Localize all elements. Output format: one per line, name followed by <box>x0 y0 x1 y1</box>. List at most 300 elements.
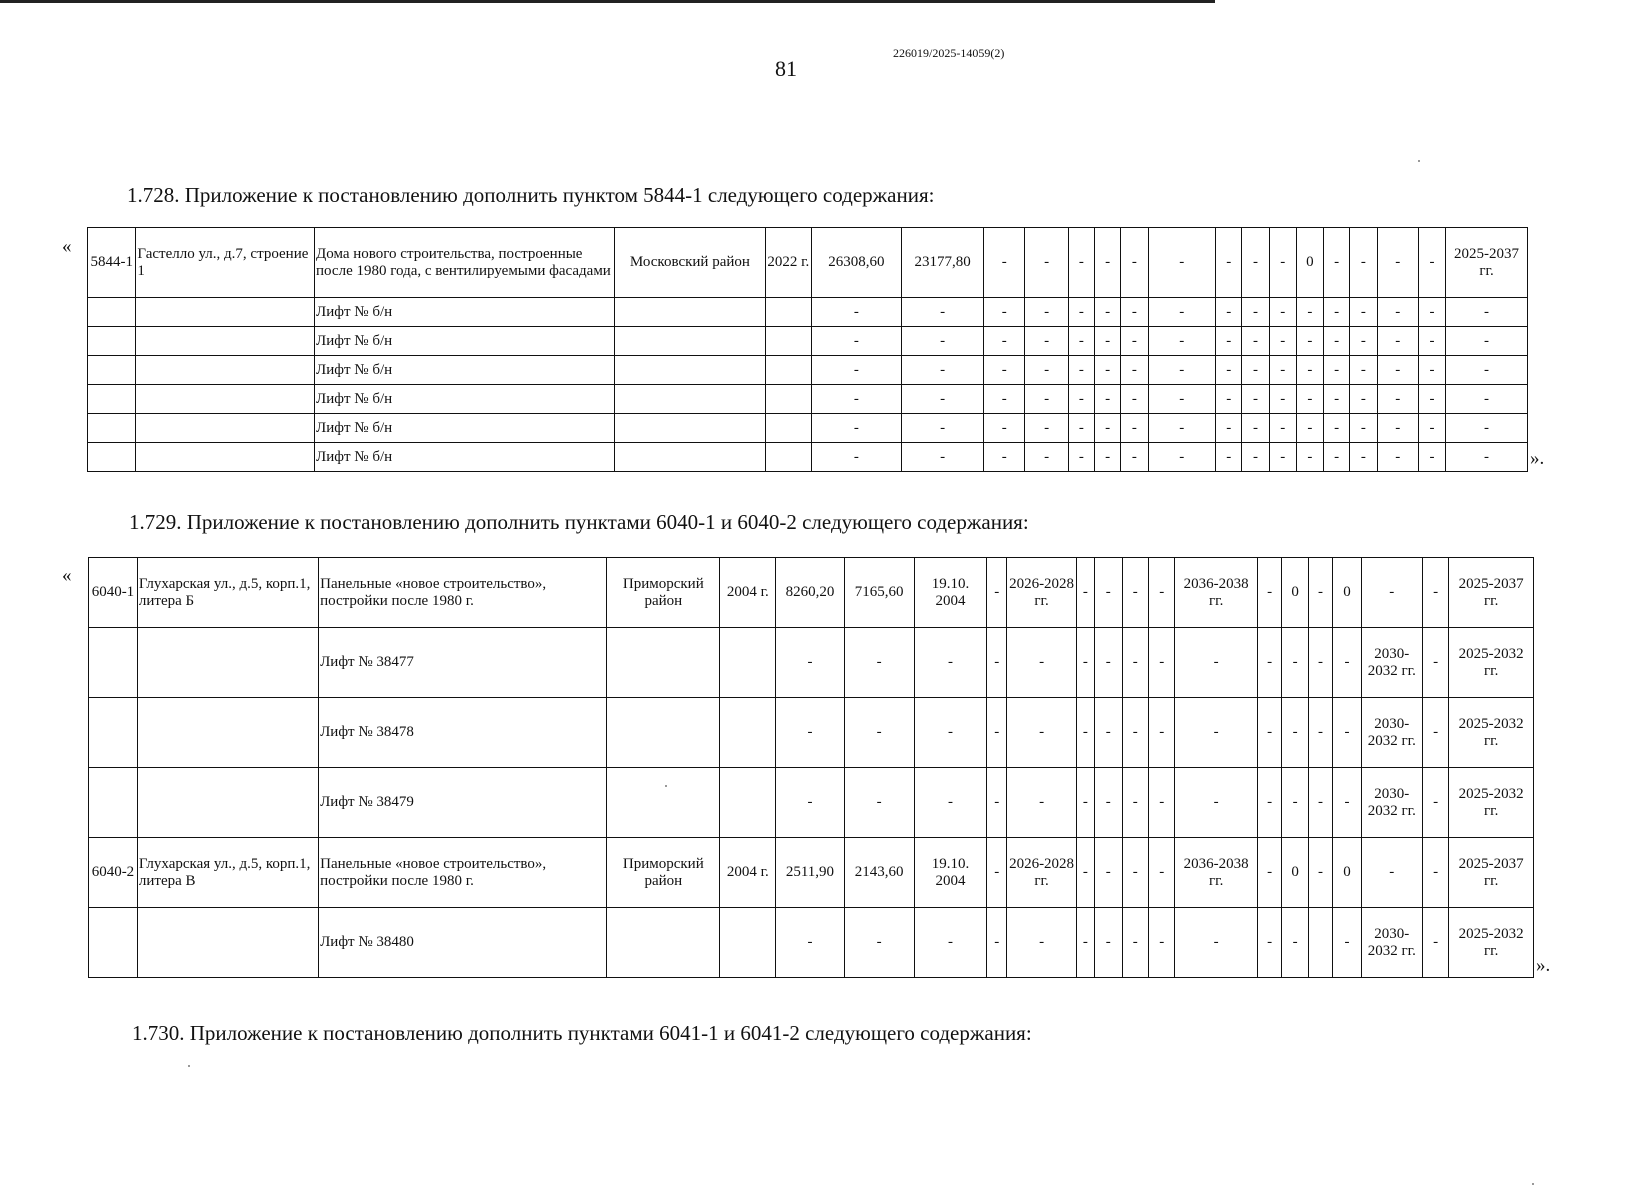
table-cell: - <box>984 228 1025 298</box>
table-cell: - <box>1361 838 1422 908</box>
table-cell: - <box>1095 443 1121 472</box>
table-cell: - <box>1242 385 1269 414</box>
table-cell: Панельные «новое строительство», постройки после 1980 г. <box>319 558 607 628</box>
table-cell <box>88 414 136 443</box>
table-cell: - <box>1007 768 1076 838</box>
table-cell: 2030-2032 гг. <box>1361 628 1422 698</box>
table-cell: - <box>1076 558 1094 628</box>
table-cell: - <box>1282 768 1308 838</box>
table-cell: 2030-2032 гг. <box>1361 698 1422 768</box>
table-cell: 2004 г. <box>720 838 776 908</box>
table-row-lift <box>89 628 1534 698</box>
table-row-lift <box>88 414 1528 443</box>
table-cell: Лифт № б/н <box>315 385 615 414</box>
table-cell: - <box>987 558 1007 628</box>
table-cell: - <box>1216 356 1242 385</box>
table-cell: Лифт № б/н <box>315 298 615 327</box>
table-cell <box>766 443 811 472</box>
table-cell: Приморский район <box>607 558 720 628</box>
table-cell: - <box>1282 908 1308 978</box>
table-cell: - <box>1269 414 1296 443</box>
table-cell: - <box>1068 414 1094 443</box>
table-cell: - <box>1121 385 1148 414</box>
table-cell: - <box>1308 698 1332 768</box>
table-cell <box>136 327 315 356</box>
table-cell: - <box>1377 327 1418 356</box>
table-cell: - <box>1446 443 1528 472</box>
table-cell <box>88 356 136 385</box>
table-cell: - <box>1324 356 1350 385</box>
table-cell: 19.10. 2004 <box>914 838 986 908</box>
table-cell <box>614 327 765 356</box>
table-cell: - <box>984 327 1025 356</box>
table-cell: - <box>1296 414 1323 443</box>
table-cell: - <box>1418 356 1445 385</box>
table-cell: 2025-2032 гг. <box>1449 768 1534 838</box>
table-cell: 2025-2037 гг. <box>1449 558 1534 628</box>
table-cell: - <box>1025 385 1068 414</box>
scan-speck <box>1532 1183 1534 1185</box>
table-cell: - <box>1282 698 1308 768</box>
table-cell: - <box>844 768 914 838</box>
table-cell: Московский район <box>614 228 765 298</box>
table-cell: - <box>1269 298 1296 327</box>
table-cell: - <box>1324 385 1350 414</box>
table-cell: Гастелло ул., д.7, строение 1 <box>136 228 315 298</box>
table-row-lift <box>89 768 1534 838</box>
table-cell <box>88 385 136 414</box>
table-cell: - <box>1350 298 1377 327</box>
table-cell: - <box>987 768 1007 838</box>
table-cell: - <box>1242 414 1269 443</box>
table-cell: - <box>984 356 1025 385</box>
table-cell: Лифт № б/н <box>315 356 615 385</box>
table-cell: - <box>984 298 1025 327</box>
table-cell: - <box>902 414 984 443</box>
table-cell <box>720 698 776 768</box>
table-cell: - <box>1095 228 1121 298</box>
table-cell: - <box>1377 356 1418 385</box>
table-cell: - <box>1418 228 1445 298</box>
table-cell: - <box>987 908 1007 978</box>
table-row-main <box>88 228 1528 298</box>
table-cell: - <box>776 908 844 978</box>
table-cell: - <box>1095 698 1122 768</box>
table-cell: - <box>1418 443 1445 472</box>
table-cell: - <box>1333 908 1362 978</box>
table-cell: - <box>1296 356 1323 385</box>
table-cell: - <box>1377 414 1418 443</box>
table-cell: 2511,90 <box>776 838 844 908</box>
table-row-lift <box>88 298 1528 327</box>
table-cell <box>766 298 811 327</box>
table-cell: - <box>902 327 984 356</box>
table-cell: 6040-2 <box>89 838 138 908</box>
table-cell: - <box>1446 356 1528 385</box>
table-cell: - <box>1122 558 1148 628</box>
table-cell: - <box>1377 298 1418 327</box>
table-cell: - <box>1216 298 1242 327</box>
table-cell: - <box>1025 414 1068 443</box>
table-cell: - <box>914 768 986 838</box>
table-cell: 0 <box>1333 838 1362 908</box>
table-cell: - <box>1148 558 1174 628</box>
table-cell: 2026-2028 гг. <box>1007 838 1076 908</box>
section-heading-1729: 1.729. Приложение к постановлению дополнить пунктами 6040-1 и 6040-2 следующего содержания: <box>129 510 1029 534</box>
table-cell: - <box>1025 443 1068 472</box>
table-cell: 19.10. 2004 <box>914 558 986 628</box>
table-cell: 0 <box>1296 228 1323 298</box>
table-cell: - <box>1148 698 1174 768</box>
table-1728 <box>87 227 1528 472</box>
table-cell: - <box>1122 628 1148 698</box>
page-number: 81 <box>775 56 797 81</box>
table-cell: 2025-2032 гг. <box>1449 908 1534 978</box>
table-cell: - <box>1216 385 1242 414</box>
table-cell: - <box>776 628 844 698</box>
table-cell: - <box>776 768 844 838</box>
table-cell: 2143,60 <box>844 838 914 908</box>
table-cell: - <box>1422 768 1448 838</box>
table-cell: - <box>1076 768 1094 838</box>
table-cell: - <box>1350 356 1377 385</box>
table-cell: - <box>1350 385 1377 414</box>
table-cell: - <box>1175 768 1257 838</box>
table-cell <box>89 698 138 768</box>
table-cell: - <box>1216 228 1242 298</box>
table-cell <box>614 298 765 327</box>
table-cell: - <box>1095 628 1122 698</box>
table-cell: - <box>1025 298 1068 327</box>
table-cell <box>137 628 318 698</box>
table-cell: Лифт № 38479 <box>319 768 607 838</box>
table-cell: - <box>1121 414 1148 443</box>
table-cell: - <box>1095 768 1122 838</box>
table-cell: - <box>902 443 984 472</box>
table-cell: - <box>1296 298 1323 327</box>
table-row-lift <box>89 908 1534 978</box>
table-cell: - <box>1308 768 1332 838</box>
table-cell <box>614 443 765 472</box>
table-cell: - <box>1377 385 1418 414</box>
table-cell: - <box>902 385 984 414</box>
table-cell: - <box>1418 414 1445 443</box>
table-cell: 8260,20 <box>776 558 844 628</box>
table-cell <box>607 908 720 978</box>
table-cell <box>766 356 811 385</box>
table-cell: - <box>1148 228 1216 298</box>
table-cell: - <box>1446 414 1528 443</box>
table-cell: - <box>811 356 902 385</box>
table-cell: - <box>1148 838 1174 908</box>
table-cell: - <box>811 327 902 356</box>
table-cell: - <box>1068 443 1094 472</box>
table-cell: - <box>1350 443 1377 472</box>
table-cell: - <box>1076 698 1094 768</box>
table-cell: Лифт № 38480 <box>319 908 607 978</box>
table-cell: - <box>844 908 914 978</box>
table-cell: - <box>1175 698 1257 768</box>
table-cell: 7165,60 <box>844 558 914 628</box>
table-cell: - <box>1257 908 1281 978</box>
table-cell: - <box>1324 228 1350 298</box>
table-cell <box>720 768 776 838</box>
table-cell: 2036-2038 гг. <box>1175 558 1257 628</box>
table-cell: - <box>1282 628 1308 698</box>
table-cell: - <box>1076 628 1094 698</box>
table-cell <box>89 908 138 978</box>
section-heading-1730: 1.730. Приложение к постановлению дополнить пунктами 6041-1 и 6041-2 следующего содержания: <box>132 1021 1032 1045</box>
table-cell: - <box>1095 908 1122 978</box>
table-cell <box>607 768 720 838</box>
table-cell: - <box>902 356 984 385</box>
table-cell: - <box>1242 443 1269 472</box>
table-cell: - <box>984 385 1025 414</box>
table-cell: Приморский район <box>607 838 720 908</box>
table-cell: - <box>1418 385 1445 414</box>
table-cell: - <box>1148 298 1216 327</box>
open-quote-1729: « <box>62 565 72 586</box>
table-cell: 2025-2032 гг. <box>1449 628 1534 698</box>
table-cell: Лифт № б/н <box>315 443 615 472</box>
table-cell <box>614 385 765 414</box>
table-cell: 2036-2038 гг. <box>1175 838 1257 908</box>
table-cell: - <box>1025 228 1068 298</box>
table-cell: Глухарская ул., д.5, корп.1, литера В <box>137 838 318 908</box>
table-cell <box>88 443 136 472</box>
table-cell <box>614 414 765 443</box>
table-cell <box>136 414 315 443</box>
table-row-lift <box>88 443 1528 472</box>
table-cell <box>766 385 811 414</box>
table-cell: - <box>811 414 902 443</box>
table-cell: - <box>1422 838 1448 908</box>
table-cell: - <box>1333 768 1362 838</box>
table-cell: - <box>1121 356 1148 385</box>
table-cell: - <box>1257 838 1281 908</box>
table-row-lift <box>88 385 1528 414</box>
table-cell: - <box>1257 698 1281 768</box>
table-cell: 0 <box>1333 558 1362 628</box>
table-cell: 2025-2032 гг. <box>1449 698 1534 768</box>
scan-speck <box>665 785 667 787</box>
table-row-lift <box>89 698 1534 768</box>
table-cell <box>89 628 138 698</box>
table-cell: - <box>1418 298 1445 327</box>
table-cell: - <box>1333 698 1362 768</box>
table-cell: - <box>1216 414 1242 443</box>
table-cell: - <box>1308 628 1332 698</box>
table-cell: - <box>1446 385 1528 414</box>
table-cell: - <box>1148 356 1216 385</box>
table-cell <box>720 908 776 978</box>
table-row-main <box>89 558 1534 628</box>
table-cell: 2025-2037 гг. <box>1449 838 1534 908</box>
table-cell: - <box>914 628 986 698</box>
table-cell: - <box>1068 385 1094 414</box>
table-cell: - <box>1148 385 1216 414</box>
table-cell: - <box>1068 298 1094 327</box>
table-cell: 2030-2032 гг. <box>1361 768 1422 838</box>
table-cell: - <box>1446 327 1528 356</box>
table-cell: - <box>1308 558 1332 628</box>
table-cell: - <box>1242 327 1269 356</box>
table-cell: - <box>1095 298 1121 327</box>
table-cell <box>766 327 811 356</box>
table-cell <box>607 698 720 768</box>
table-cell: Лифт № 38478 <box>319 698 607 768</box>
table-row-lift <box>88 356 1528 385</box>
table-cell: - <box>1242 356 1269 385</box>
table-cell <box>607 628 720 698</box>
table-cell: - <box>1324 443 1350 472</box>
table-cell: Панельные «новое строительство», постройки после 1980 г. <box>319 838 607 908</box>
table-cell: - <box>1269 228 1296 298</box>
table-cell <box>766 414 811 443</box>
table-cell: - <box>1025 356 1068 385</box>
table-cell: - <box>1122 908 1148 978</box>
table-cell: 2025-2037 гг. <box>1446 228 1528 298</box>
table-cell: - <box>1350 414 1377 443</box>
table-cell: - <box>914 698 986 768</box>
table-cell: - <box>1418 327 1445 356</box>
table-cell: - <box>1095 558 1122 628</box>
table-cell: - <box>1148 414 1216 443</box>
table-cell: - <box>1068 228 1094 298</box>
table-cell: 5844-1 <box>88 228 136 298</box>
document-id: 226019/2025-14059(2) <box>893 46 1005 60</box>
table-cell: - <box>1121 443 1148 472</box>
table-cell <box>136 443 315 472</box>
table-cell: - <box>1068 356 1094 385</box>
table-cell <box>137 698 318 768</box>
table-cell: - <box>987 698 1007 768</box>
table-cell: Глухарская ул., д.5, корп.1, литера Б <box>137 558 318 628</box>
table-cell: - <box>1422 558 1448 628</box>
table-cell: 0 <box>1282 838 1308 908</box>
table-cell: - <box>1175 628 1257 698</box>
table-cell: - <box>914 908 986 978</box>
table-cell: - <box>1122 838 1148 908</box>
table-cell <box>720 628 776 698</box>
table-cell: 2004 г. <box>720 558 776 628</box>
table-cell: - <box>1121 228 1148 298</box>
table-cell: - <box>1122 698 1148 768</box>
table-cell: - <box>776 698 844 768</box>
table-cell: - <box>1216 443 1242 472</box>
table-cell: - <box>1095 385 1121 414</box>
table-cell <box>136 356 315 385</box>
table-cell <box>137 768 318 838</box>
table-cell: - <box>1095 838 1122 908</box>
table-cell: - <box>1269 327 1296 356</box>
table-cell: - <box>1296 327 1323 356</box>
table-cell: - <box>1446 298 1528 327</box>
table-cell: - <box>1148 327 1216 356</box>
table-cell: - <box>1007 628 1076 698</box>
table-cell: - <box>1324 414 1350 443</box>
table-cell: 6040-1 <box>89 558 138 628</box>
table-cell: - <box>1076 838 1094 908</box>
table-cell: - <box>1121 298 1148 327</box>
table-cell <box>88 327 136 356</box>
table-cell <box>88 298 136 327</box>
table-cell: - <box>811 298 902 327</box>
table-cell: 2022 г. <box>766 228 811 298</box>
table-cell: - <box>1257 628 1281 698</box>
table-cell: - <box>1377 443 1418 472</box>
table-cell <box>1308 908 1332 978</box>
table-cell: - <box>1296 385 1323 414</box>
table-cell: - <box>1216 327 1242 356</box>
table-cell: - <box>1324 298 1350 327</box>
table-cell <box>89 768 138 838</box>
open-quote-1728: « <box>62 236 72 257</box>
table-cell: - <box>1350 327 1377 356</box>
table-cell: - <box>1269 443 1296 472</box>
table-cell: - <box>1242 298 1269 327</box>
table-cell: - <box>1377 228 1418 298</box>
table-cell: - <box>1076 908 1094 978</box>
table-cell: - <box>1095 414 1121 443</box>
table-cell: - <box>1007 698 1076 768</box>
table-cell: 0 <box>1282 558 1308 628</box>
table-cell: - <box>1257 768 1281 838</box>
table-cell: - <box>987 838 1007 908</box>
table-cell: Лифт № б/н <box>315 327 615 356</box>
table-cell: 23177,80 <box>902 228 984 298</box>
close-quote-1729: ». <box>1536 955 1551 976</box>
table-cell: - <box>1025 327 1068 356</box>
table-cell: - <box>844 628 914 698</box>
table-cell: - <box>1350 228 1377 298</box>
table-cell: - <box>811 385 902 414</box>
table-cell: - <box>1333 628 1362 698</box>
table-cell <box>137 908 318 978</box>
table-cell: - <box>1068 327 1094 356</box>
section-heading-1728: 1.728. Приложение к постановлению дополнить пунктом 5844-1 следующего содержания: <box>127 183 935 207</box>
table-1729 <box>88 557 1534 978</box>
table-cell: - <box>844 698 914 768</box>
table-cell: - <box>1269 356 1296 385</box>
table-cell: - <box>1121 327 1148 356</box>
table-cell: - <box>1422 698 1448 768</box>
table-cell: - <box>1257 558 1281 628</box>
table-cell: - <box>811 443 902 472</box>
table-cell: - <box>1095 356 1121 385</box>
table-cell: - <box>1122 768 1148 838</box>
table-cell: Лифт № б/н <box>315 414 615 443</box>
table-cell: - <box>1269 385 1296 414</box>
table-cell: - <box>987 628 1007 698</box>
top-border-line <box>0 0 1215 3</box>
table-cell: - <box>1007 908 1076 978</box>
table-cell: - <box>1308 838 1332 908</box>
table-cell: - <box>902 298 984 327</box>
table-cell: - <box>1361 558 1422 628</box>
close-quote-1728: ». <box>1530 448 1545 469</box>
table-cell: - <box>1148 628 1174 698</box>
scan-speck <box>188 1065 190 1067</box>
table-cell: - <box>1095 327 1121 356</box>
table-cell: - <box>1148 443 1216 472</box>
table-cell: - <box>1422 628 1448 698</box>
table-cell: 2030-2032 гг. <box>1361 908 1422 978</box>
table-cell: - <box>1324 327 1350 356</box>
table-cell: - <box>1242 228 1269 298</box>
table-cell: 26308,60 <box>811 228 902 298</box>
table-cell: 2026-2028 гг. <box>1007 558 1076 628</box>
